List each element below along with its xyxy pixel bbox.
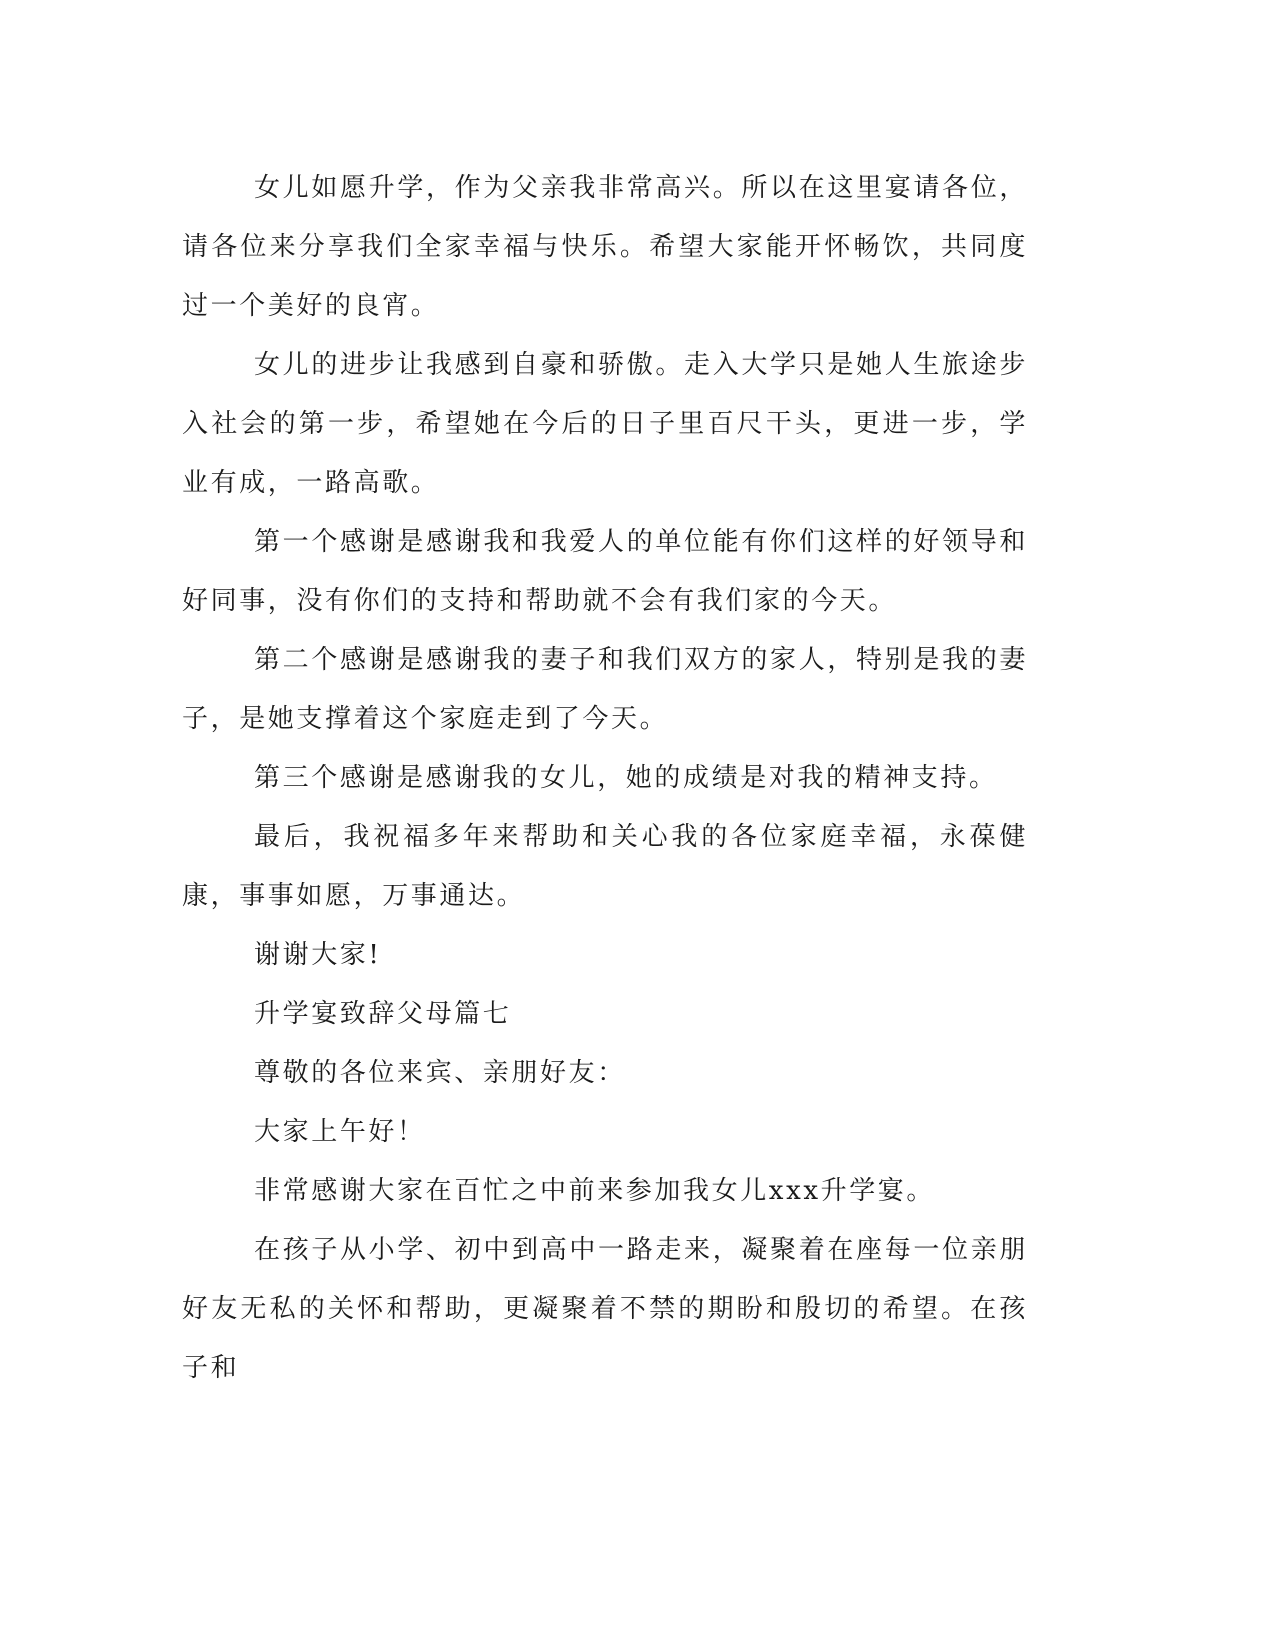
- paragraph-journey: 在孩子从小学、初中到高中一路走来，凝聚着在座每一位亲朋好友无私的关怀和帮助，更凝聚着不禁的期盼和殷切的希望。在孩子和: [182, 1235, 1028, 1383]
- paragraph-third-thanks: 第三个感谢是感谢我的女儿，她的成绩是对我的精神支持。: [254, 763, 998, 793]
- paragraph-second-thanks: 第二个感谢是感谢我的妻子和我们双方的家人，特别是我的妻子，是她支撑着这个家庭走到了今天。: [182, 645, 1028, 734]
- paragraph-daughter-progress: 女儿的进步让我感到自豪和骄傲。走入大学只是她人生旅途步入社会的第一步，希望她在今后的日子里百尺干头，更进一步，学业有成，一路高歌。: [182, 350, 1028, 498]
- paragraph-thank-you: 谢谢大家!: [254, 940, 382, 970]
- paragraph-final-wishes: 最后，我祝福多年来帮助和关心我的各位家庭幸福，永葆健康，事事如愿，万事通达。: [182, 822, 1028, 911]
- section-heading: 升学宴致辞父母篇七: [254, 999, 512, 1029]
- paragraph-appreciation: 非常感谢大家在百忙之中前来参加我女儿xxx升学宴。: [254, 1176, 935, 1206]
- document-body: [182, 159, 1028, 1398]
- paragraph-first-thanks: 第一个感谢是感谢我和我爱人的单位能有你们这样的好领导和好同事，没有你们的支持和帮助就不会有我们家的今天。: [182, 527, 1028, 616]
- paragraph-salutation: 尊敬的各位来宾、亲朋好友：: [254, 1058, 626, 1088]
- paragraph-greeting: 大家上午好！: [254, 1117, 426, 1147]
- paragraph-thanks-opening: 女儿如愿升学，作为父亲我非常高兴。所以在这里宴请各位，请各位来分享我们全家幸福与快乐。希望大家能开怀畅饮，共同度过一个美好的良宵。: [182, 173, 1028, 321]
